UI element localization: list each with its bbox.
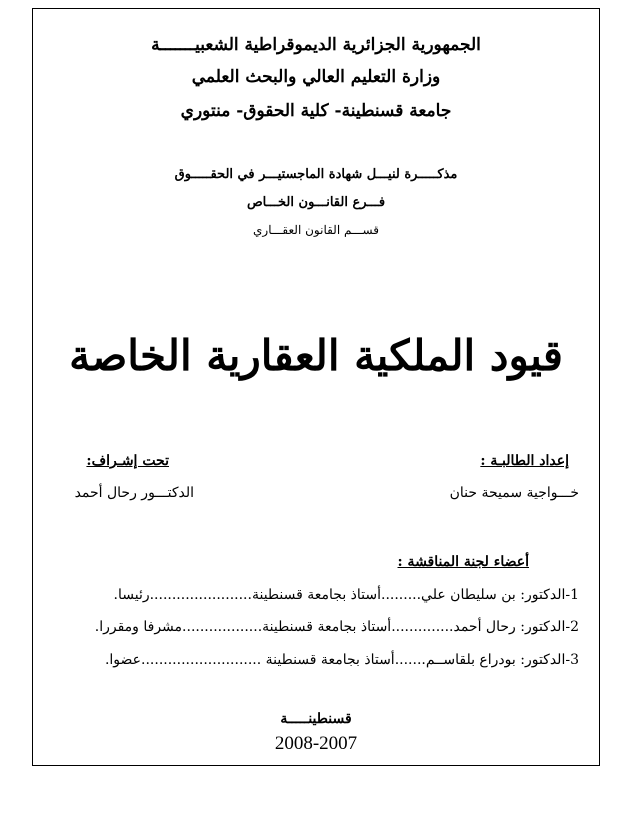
committee-member-1: 1-الدكتور: بن سليطان علي.........أستاذ بجامعة قسنطينة.......................رئيسا.: [113, 587, 579, 603]
header-university: جامعة قسنطينة- كلية الحقوق- منتوري: [180, 101, 452, 121]
thesis-branch: فـــرع القانـــون الخـــاص: [246, 195, 386, 210]
header-ministry: وزارة التعليم العالي والبحث العلمي: [191, 67, 441, 87]
page-frame: [32, 8, 600, 766]
academic-year: 2008-2007: [274, 733, 358, 754]
prepared-by-label: إعداد الطالبـة :: [480, 453, 569, 469]
committee-member-2: 2-الدكتور: رحال أحمد..............أستاذ بجامعة قسنطينة..................مشرفا ومقررا.: [94, 619, 579, 635]
header-republic: الجمهورية الجزائرية الديموقراطية الشعبيـــــــة: [151, 35, 481, 55]
supervision-label: تحت إشـراف:: [86, 453, 169, 469]
supervisor-name: الدكتـــور رحال أحمد: [74, 485, 194, 501]
student-name: خـــواجية سميحة حنان: [449, 485, 579, 501]
thesis-department: قســـم القانون العقـــاري: [253, 223, 379, 237]
thesis-title: قيود الملكية العقارية الخاصة: [69, 331, 563, 380]
committee-label: أعضاء لجنة المناقشة :: [397, 554, 529, 570]
city: قسنطينـــــة: [280, 711, 352, 727]
committee-member-3: 3-الدكتور: بودراع بلقاســم.......أستاذ بجامعة قسنطينة ...........................عضوا.: [104, 652, 579, 668]
thesis-degree: مذكـــــرة لنيـــل شهادة الماجستيـــر في الحقـــــوق: [174, 167, 458, 182]
